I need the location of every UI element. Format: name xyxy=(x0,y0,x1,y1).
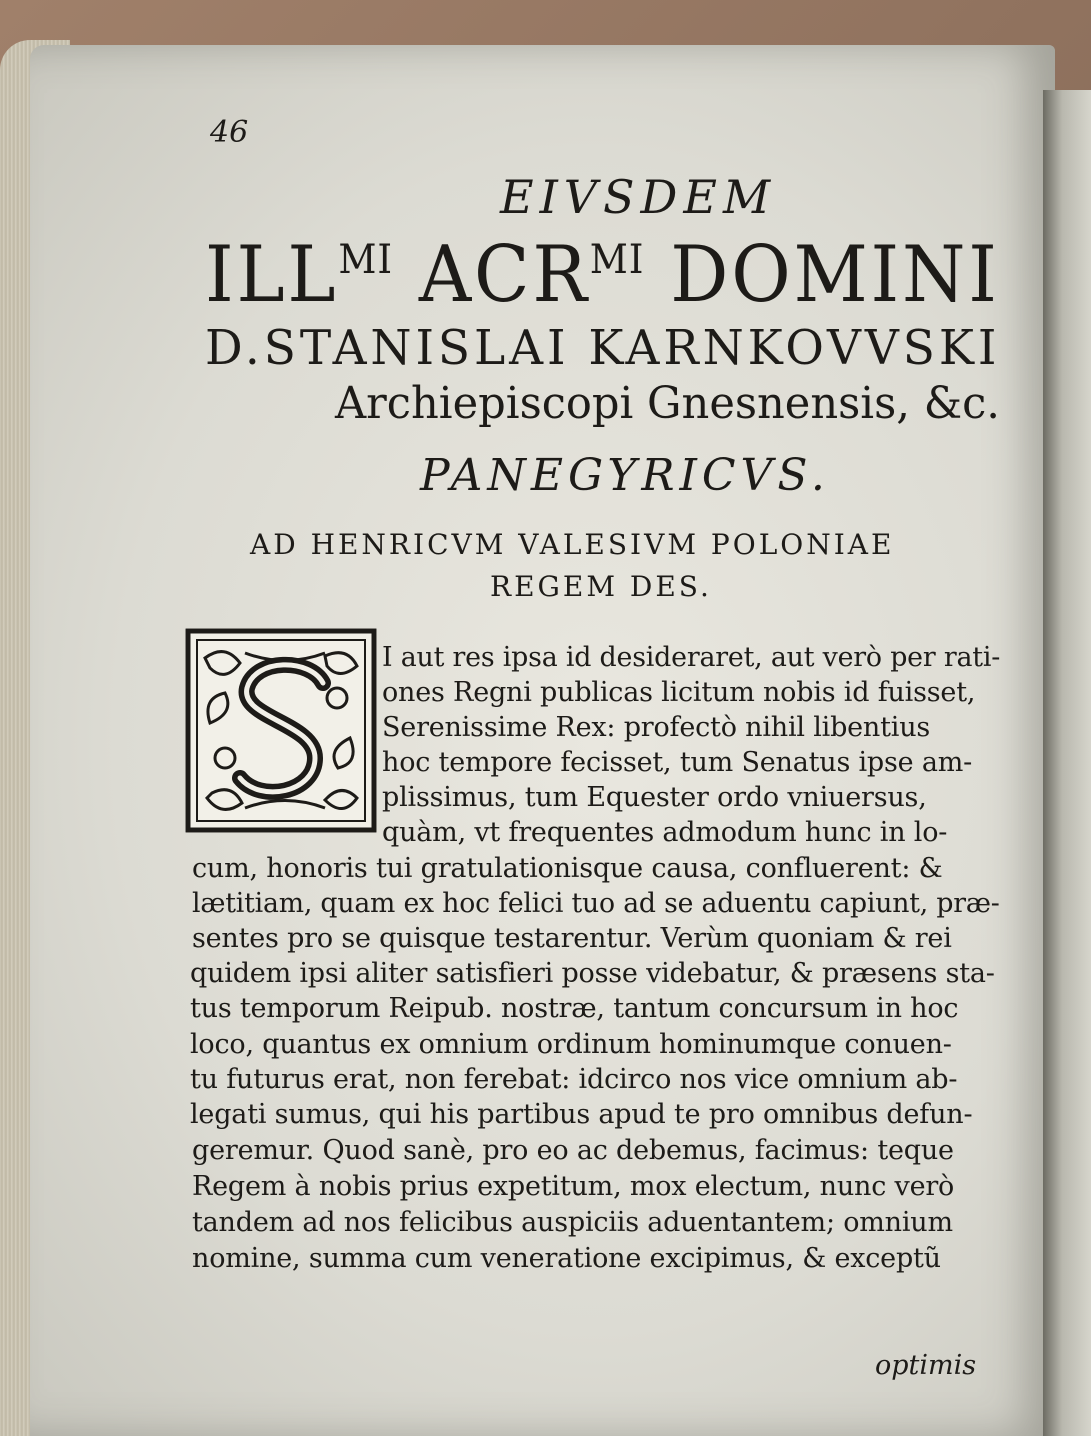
heading-domini: DOMINI xyxy=(670,230,1000,320)
body-line: loco, quantus ex omnium ordinum hominumque conuen- xyxy=(190,1029,952,1060)
catchword: optimis xyxy=(875,1350,977,1381)
body-line: tu futurus erat, non ferebat: idcirco nos vice omnium ab- xyxy=(190,1064,958,1095)
body-line: cum, honoris tui gratulationisque causa, confluerent: & xyxy=(192,853,943,884)
body-line: plissimus, tum Equester ordo vniuersus, xyxy=(382,782,927,813)
heading-dedication-1: AD HENRICVM VALESIVM POLONIAE xyxy=(250,528,895,561)
body-line: geremur. Quod sanè, pro eo ac debemus, facimus: teque xyxy=(192,1135,954,1166)
body-line: tus temporum Reipub. nostræ, tantum concursum in hoc xyxy=(190,993,959,1024)
ornamental-initial-icon xyxy=(185,628,377,833)
body-line: nomine, summa cum veneratione excipimus, & exceptũ xyxy=(192,1243,941,1274)
heading-name: D.STANISLAI KARNKOVVSKI xyxy=(205,320,1001,376)
body-line: legati sumus, qui his partibus apud te pro omnibus defun- xyxy=(190,1099,973,1130)
body-line: Serenissime Rex: profectò nihil libentius xyxy=(382,712,931,743)
body-line: I aut res ipsa id desideraret, aut verò per rati- xyxy=(382,642,1001,673)
body-line: sentes pro se quisque testarentur. Verùm quoniam & rei xyxy=(192,923,952,954)
heading-eiusdem: EIVSDEM xyxy=(500,170,777,224)
body-line: lætitiam, quam ex hoc felici tuo ad se aduentu capiunt, præ- xyxy=(192,888,1000,919)
heading-dedication-2: REGEM DES. xyxy=(490,570,712,603)
body-line: quidem ipsi aliter satisfieri posse videbatur, & præsens sta- xyxy=(190,958,995,989)
heading-ill-sup: MI xyxy=(338,237,394,283)
body-line: ones Regni publicas licitum nobis id fuisset, xyxy=(382,677,976,708)
body-line: quàm, vt frequentes admodum hunc in lo- xyxy=(382,817,948,848)
body-line: Regem à nobis prius expetitum, mox electum, nunc verò xyxy=(192,1171,955,1202)
heading-acr: ACR xyxy=(418,230,590,320)
body-line: tandem ad nos felicibus auspiciis aduentantem; omnium xyxy=(192,1207,953,1238)
heading-titles xyxy=(205,230,1000,320)
heading-archbishop: Archiepiscopi Gnesnensis, &c. xyxy=(335,378,1001,429)
heading-acr-sup: MI xyxy=(589,237,645,283)
heading-ill: ILL xyxy=(205,230,339,320)
page-number: 46 xyxy=(210,115,249,150)
body-line: hoc tempore fecisset, tum Senatus ipse am- xyxy=(382,747,973,778)
heading-panegyricus: PANEGYRICVS. xyxy=(420,450,830,501)
